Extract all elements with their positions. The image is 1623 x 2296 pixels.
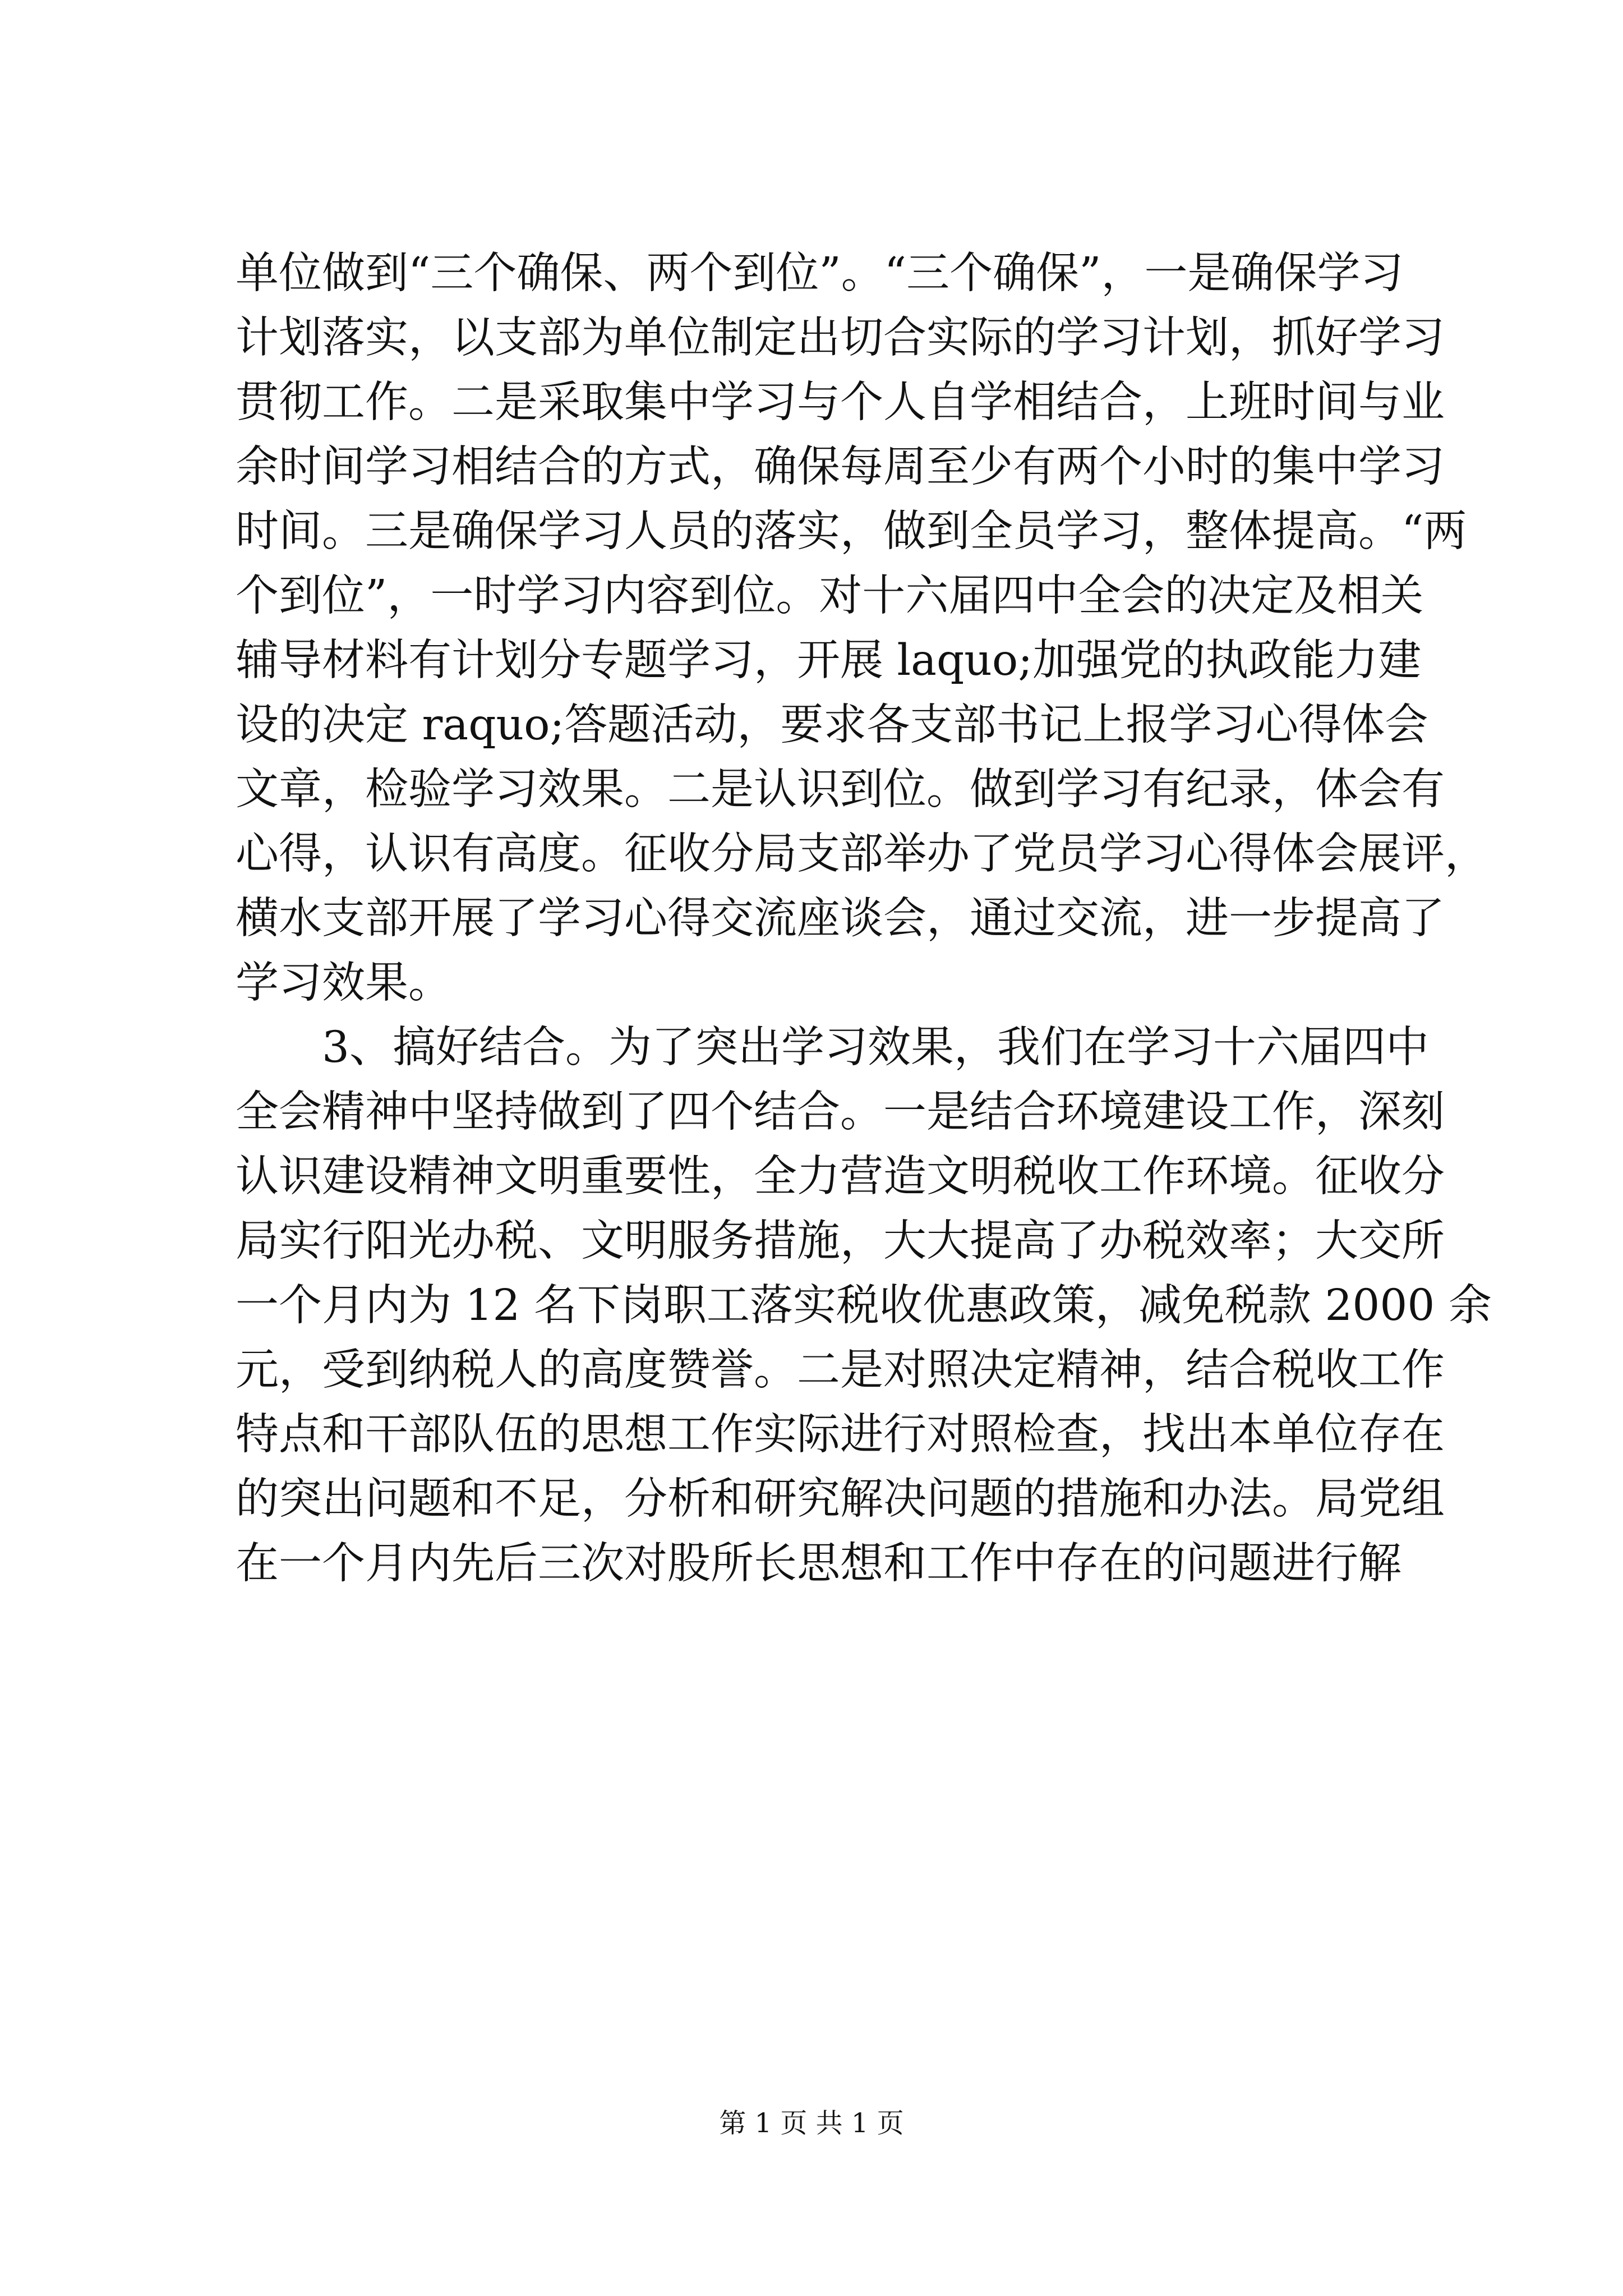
text-line: 特点和干部队伍的思想工作实际进行对照检查，找出本单位存在 (236, 1410, 1445, 1460)
text-line: 的突出问题和不足，分析和研究解决问题的措施和办法。局党组 (236, 1474, 1445, 1524)
text-line: 文章，检验学习效果。二是认识到位。做到学习有纪录，体会有 (236, 765, 1445, 815)
text-line: 3、搞好结合。为了突出学习效果，我们在学习十六届四中 (236, 1023, 1429, 1073)
text-line: 全会精神中坚持做到了四个结合。一是结合环境建设工作，深刻 (236, 1087, 1445, 1137)
text-line: 时间。三是确保学习人员的落实，做到全员学习，整体提高。“两 (236, 507, 1467, 556)
text-line: 认识建设精神文明重要性，全力营造文明税收工作环境。征收分 (236, 1152, 1445, 1202)
text-line-paragraph-end: 学习效果。 (236, 958, 451, 1008)
text-line: 在一个月内先后三次对股所长思想和工作中存在的问题进行解 (236, 1539, 1401, 1589)
text-line: 心得，认识有高度。征收分局支部举办了党员学习心得体会展评， (236, 829, 1488, 879)
text-line: 个到位”，一时学习内容到位。对十六届四中全会的决定及相关 (236, 571, 1424, 621)
text-line: 贯彻工作。二是采取集中学习与个人自学相结合，上班时间与业 (236, 378, 1445, 427)
text-line: 一个月内为 12 名下岗职工落实税收优惠政策，减免税款 2000 余 (236, 1281, 1492, 1331)
body-text (236, 241, 1492, 1596)
text-line: 设的决定 raquo;答题活动，要求各支部书记上报学习心得体会 (236, 700, 1428, 750)
text-line: 辅导材料有计划分专题学习，开展 laquo;加强党的执政能力建 (236, 636, 1422, 685)
text-line: 单位做到“三个确保、两个到位”。“三个确保”，一是确保学习 (236, 249, 1404, 298)
text-line: 计划落实，以支部为单位制定出切合实际的学习计划，抓好学习 (236, 313, 1445, 363)
text-line: 局实行阳光办税、文明服务措施，大大提高了办税效率；大交所 (236, 1216, 1445, 1266)
text-line: 横水支部开展了学习心得交流座谈会，通过交流，进一步提高了 (236, 894, 1445, 944)
text-line: 元，受到纳税人的高度赞誉。二是对照决定精神，结合税收工作 (236, 1345, 1445, 1395)
text-line: 余时间学习相结合的方式，确保每周至少有两个小时的集中学习 (236, 442, 1445, 492)
page-number-footer: 第 1 页 共 1 页 (719, 2108, 904, 2139)
